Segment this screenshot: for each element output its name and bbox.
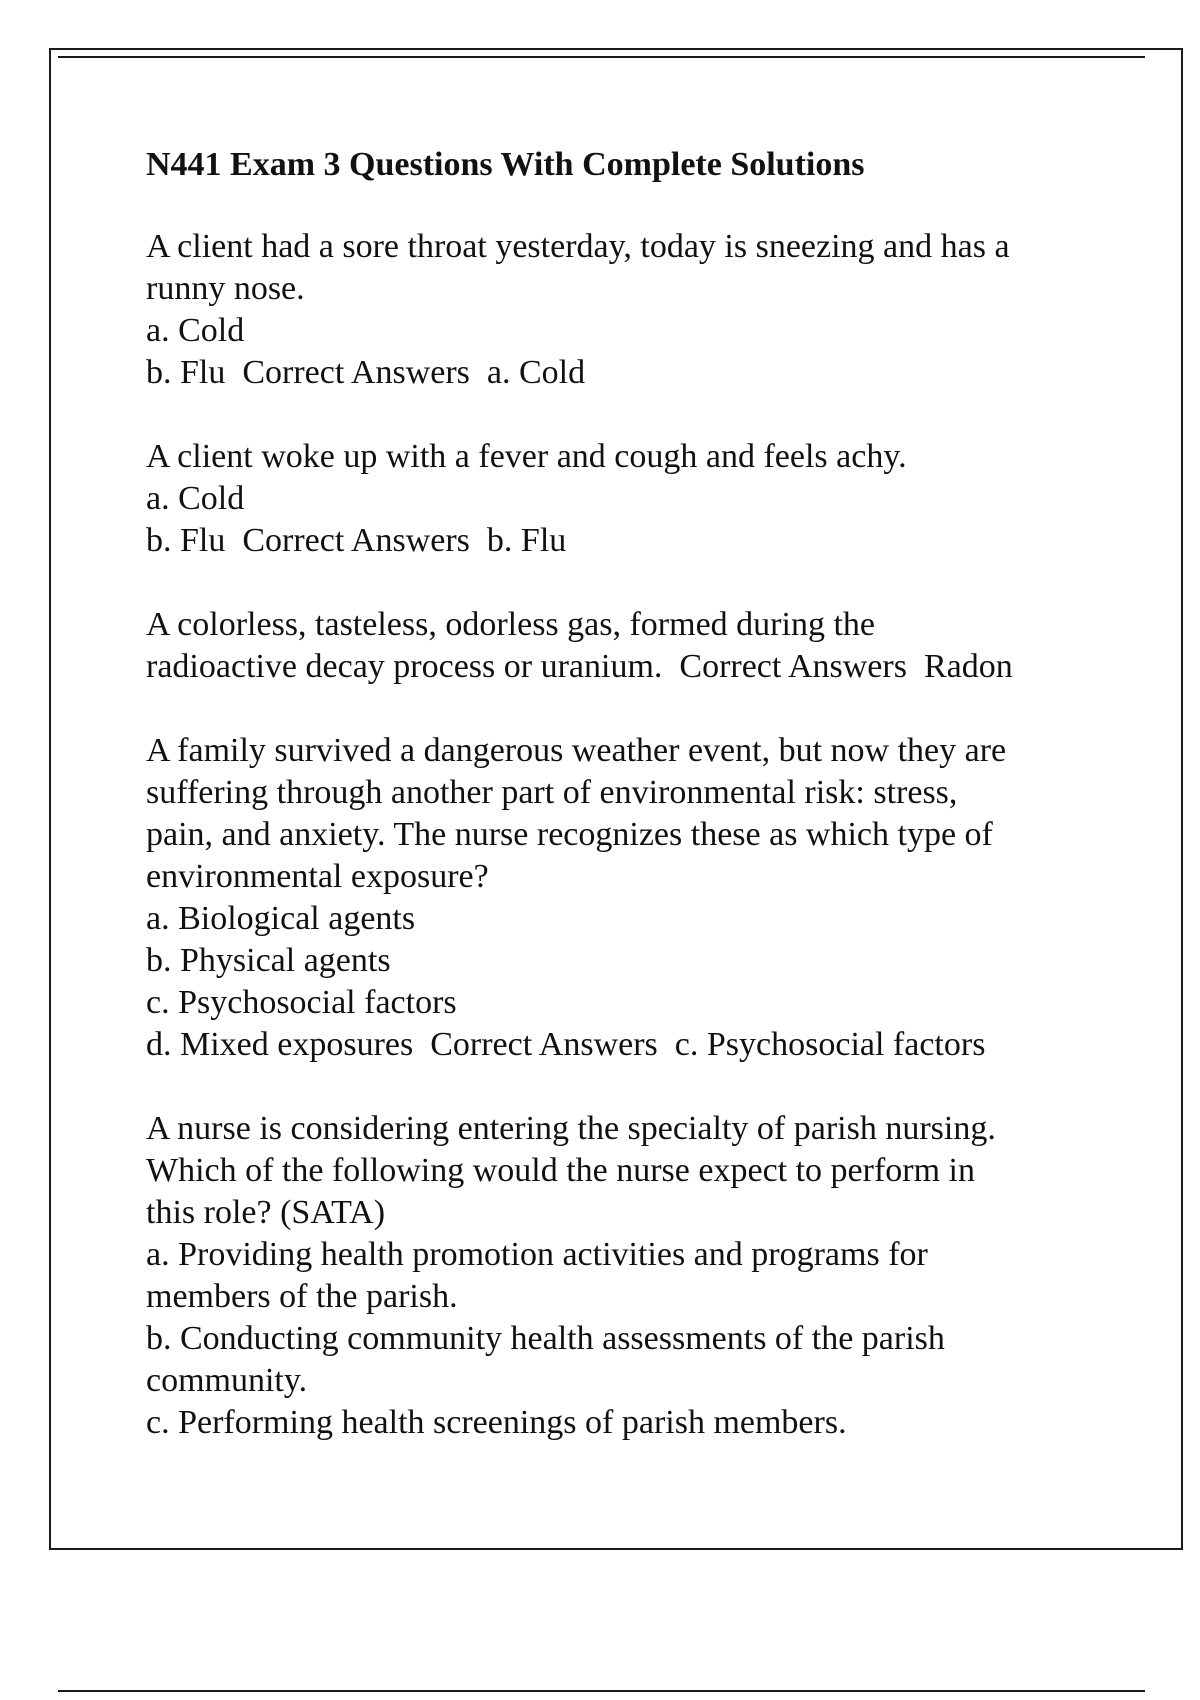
option-line: members of the parish.: [146, 1278, 458, 1315]
option-line: a. Providing health promotion activities and programs for: [146, 1236, 928, 1273]
question-3: [146, 604, 1106, 688]
question-line: A client had a sore throat yesterday, today is sneezing and has a: [146, 228, 1010, 265]
option-line: b. Conducting community health assessments of the parish: [146, 1320, 945, 1357]
question-line: A client woke up with a fever and cough and feels achy.: [146, 438, 907, 475]
bottom-rule: [58, 1690, 1145, 1692]
question-4: [146, 730, 1106, 1066]
option-line: a. Cold: [146, 480, 245, 517]
option-line: c. Performing health screenings of parish members.: [146, 1404, 847, 1441]
question-line: this role? (SATA): [146, 1194, 386, 1231]
question-5: [146, 1108, 1106, 1444]
option-line: b. Physical agents: [146, 942, 391, 979]
option-line: community.: [146, 1362, 308, 1399]
question-2: [146, 436, 1106, 562]
answer-line: d. Mixed exposures Correct Answers c. Psychosocial factors: [146, 1026, 986, 1063]
question-line: suffering through another part of environmental risk: stress,: [146, 774, 958, 811]
question-line: Which of the following would the nurse expect to perform in: [146, 1152, 975, 1189]
question-line: pain, and anxiety. The nurse recognizes these as which type of: [146, 816, 993, 853]
option-line: a. Cold: [146, 312, 245, 349]
answer-line: b. Flu Correct Answers b. Flu: [146, 522, 567, 559]
question-line: environmental exposure?: [146, 858, 489, 895]
answer-line: radioactive decay process or uranium. Correct Answers Radon: [146, 648, 1013, 685]
document-content: [146, 144, 1106, 1486]
question-line: A nurse is considering entering the specialty of parish nursing.: [146, 1110, 996, 1147]
question-1: [146, 226, 1106, 394]
document-title: N441 Exam 3 Questions With Complete Solutions: [146, 146, 865, 183]
option-line: c. Psychosocial factors: [146, 984, 457, 1021]
question-line: A family survived a dangerous weather event, but now they are: [146, 732, 1007, 769]
answer-line: b. Flu Correct Answers a. Cold: [146, 354, 586, 391]
question-line: runny nose.: [146, 270, 305, 307]
question-line: A colorless, tasteless, odorless gas, formed during the: [146, 606, 875, 643]
option-line: a. Biological agents: [146, 900, 416, 937]
